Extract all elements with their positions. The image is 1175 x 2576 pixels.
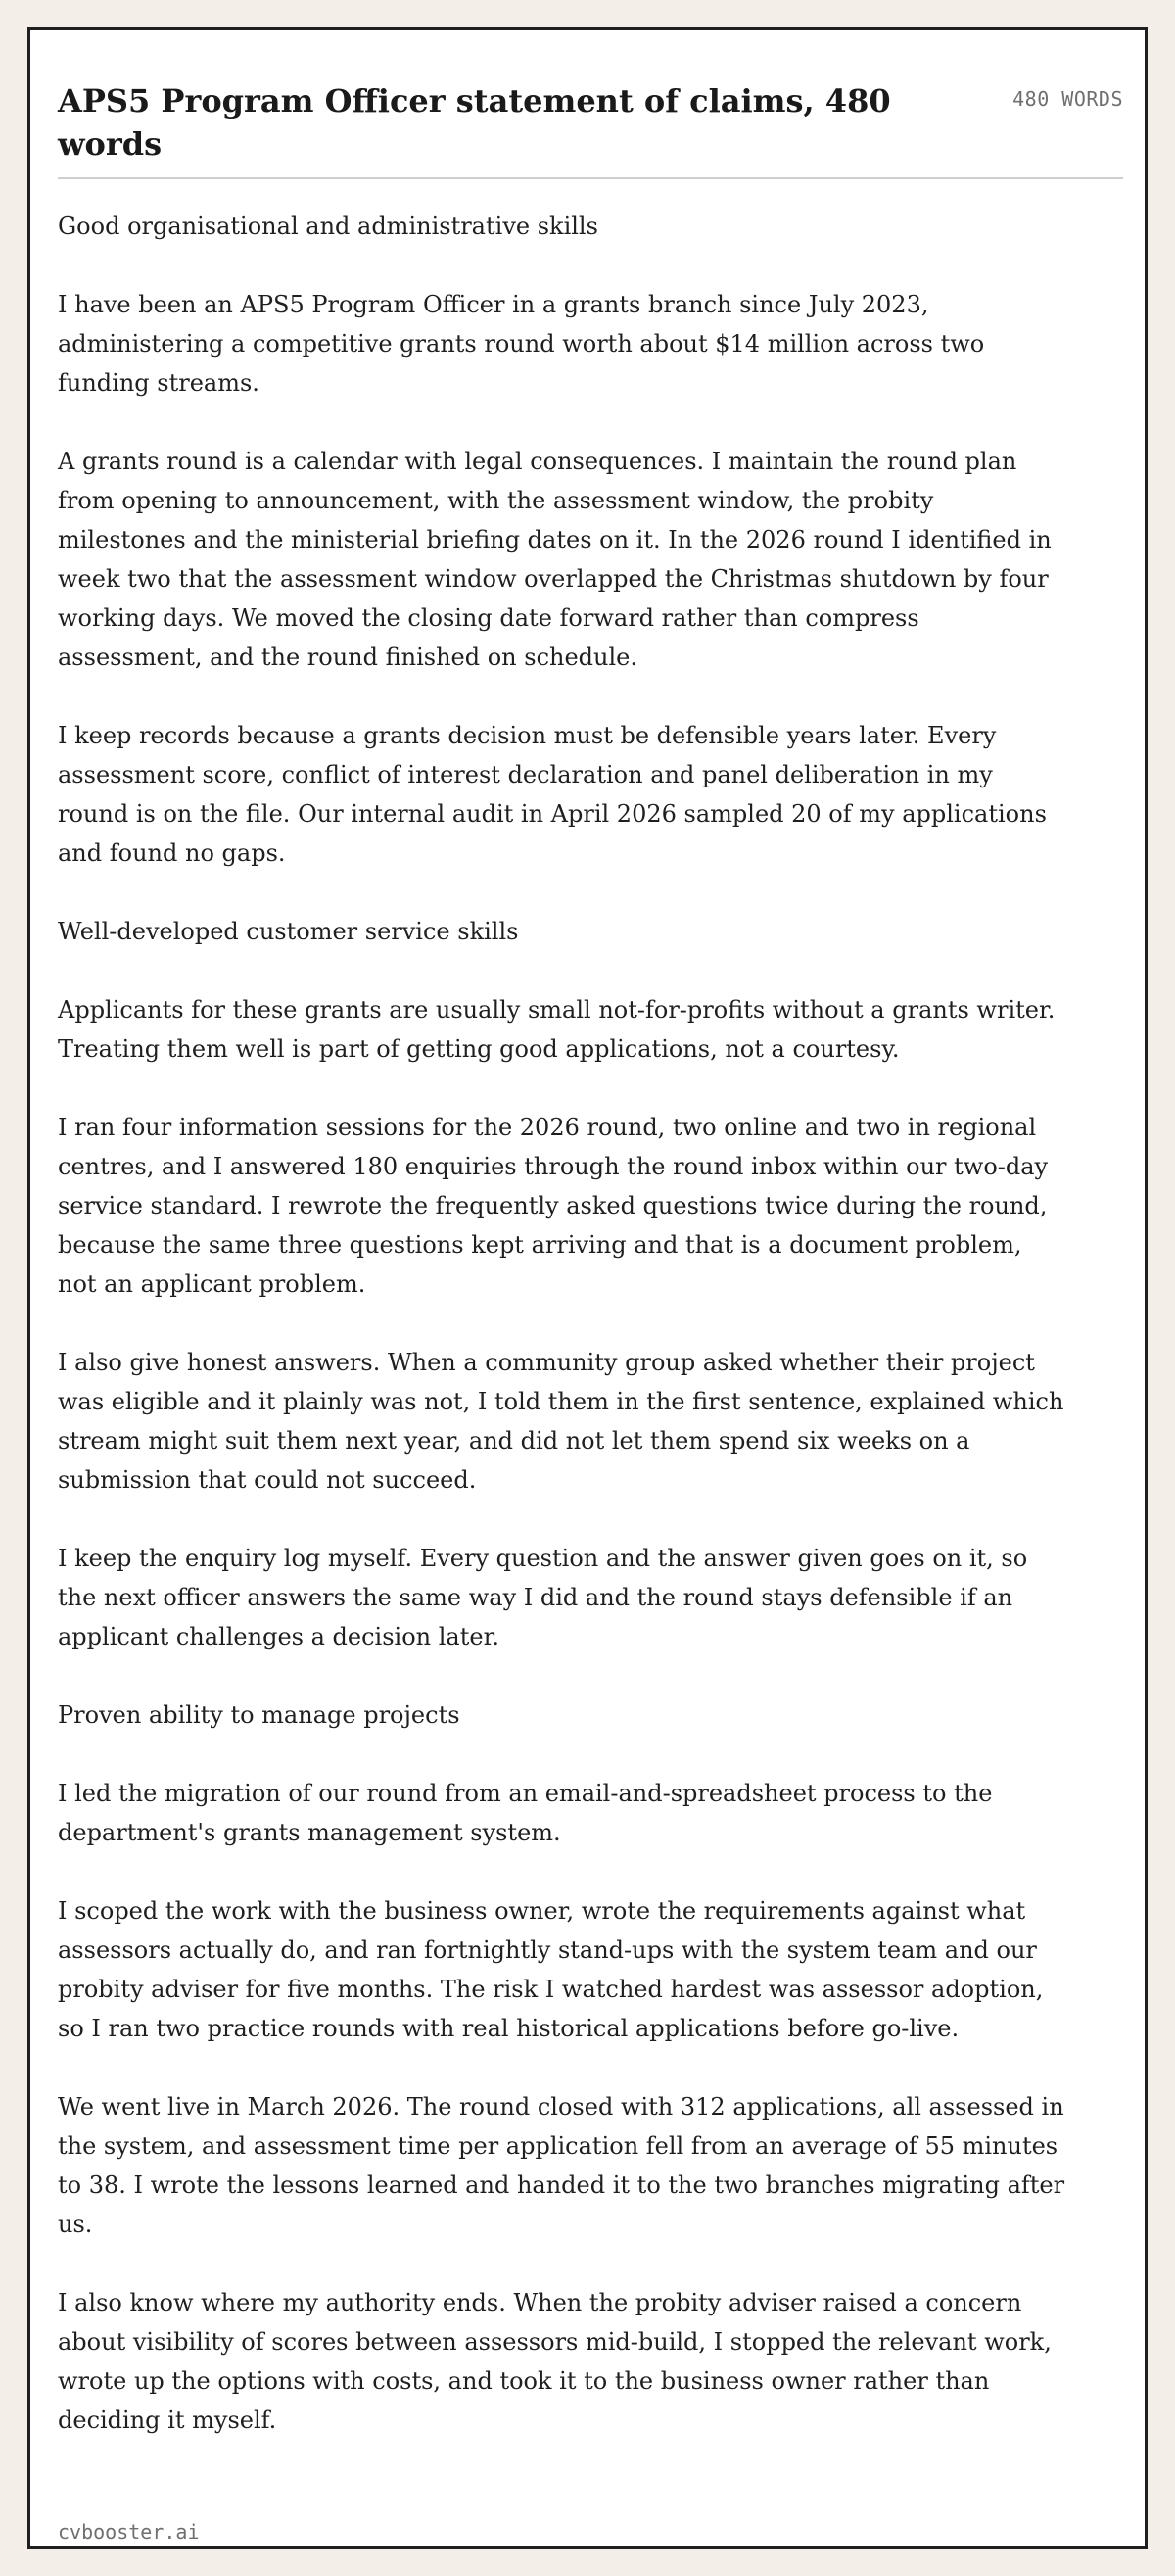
footer-brand: cvbooster.ai (58, 2520, 200, 2544)
paragraph: I also know where my authority ends. When the probity adviser raised a concern about visibility of scores between assessors mid-build, I stopped the relevant work, wrote up the options with costs, and took it to the business owner rather than deciding it myself. (58, 2289, 1052, 2434)
criterion-heading: Good organisational and administrative skills (58, 213, 598, 240)
statement-card (27, 27, 1148, 2549)
document-body (58, 207, 1066, 2479)
page-title: APS5 Program Officer statement of claims, 480 words (58, 82, 891, 163)
paragraph: We went live in March 2026. The round closed with 312 applications, all assessed in the system, and assessment time per application fell from an average of 55 minutes to 38. I wrote the lessons learned and handed it to the two branches migrating after us. (58, 2093, 1065, 2238)
paragraph: I keep the enquiry log myself. Every question and the answer given goes on it, so the next officer answers the same way I did and the round stays defensible if an applicant challenges a decision later. (58, 1545, 1028, 1650)
paragraph: Applicants for these grants are usually small not-for-profits without a grants writer. Treating them well is part of getting good applications, not a courtesy. (58, 996, 1056, 1063)
paragraph: I have been an APS5 Program Officer in a grants branch since July 2023, administering a competitive grants round worth about $14 million across two funding streams. (58, 291, 985, 397)
word-count-label: 480 WORDS (1012, 87, 1123, 111)
criterion-heading: Proven ability to manage projects (58, 1701, 460, 1729)
document-header (58, 50, 1123, 179)
paragraph: A grants round is a calendar with legal consequences. I maintain the round plan from opening to announcement, with the assessment window, the probity milestones and the ministerial briefing dates on it. In the 2026 round I identified in week two that the assessment window overlapped the Christmas shutdown by four working days. We moved the closing date forward rather than compress assessment, and the round finished on schedule. (58, 448, 1052, 671)
paragraph: I scoped the work with the business owner, wrote the requirements against what assessors actually do, and ran fortnightly stand-ups with the system team and our probity adviser for five months. The risk I watched hardest was assessor adoption, so I ran two practice rounds with real historical applications before go-live. (58, 1897, 1044, 2042)
criterion-heading: Well-developed customer service skills (58, 918, 519, 945)
paragraph: I keep records because a grants decision must be defensible years later. Every assessment score, conflict of interest declaration and panel deliberation in my round is on the file. Our internal audit in April 2026 sampled 20 of my applications and found no gaps. (58, 722, 1047, 867)
paragraph: I led the migration of our round from an email-and-spreadsheet process to the department's grants management system. (58, 1780, 993, 1846)
paragraph: I also give honest answers. When a community group asked whether their project was eligible and it plainly was not, I told them in the first sentence, explained which stream might suit them next year, and did not let them spend six weeks on a submission that could not succeed. (58, 1349, 1064, 1494)
paragraph: I ran four information sessions for the 2026 round, two online and two in regional centres, and I answered 180 enquiries through the round inbox within our two-day service standard. I rewrote the frequently asked questions twice during the round, because the same three questions kept arriving and that is a document problem, not an applicant problem. (58, 1114, 1049, 1298)
